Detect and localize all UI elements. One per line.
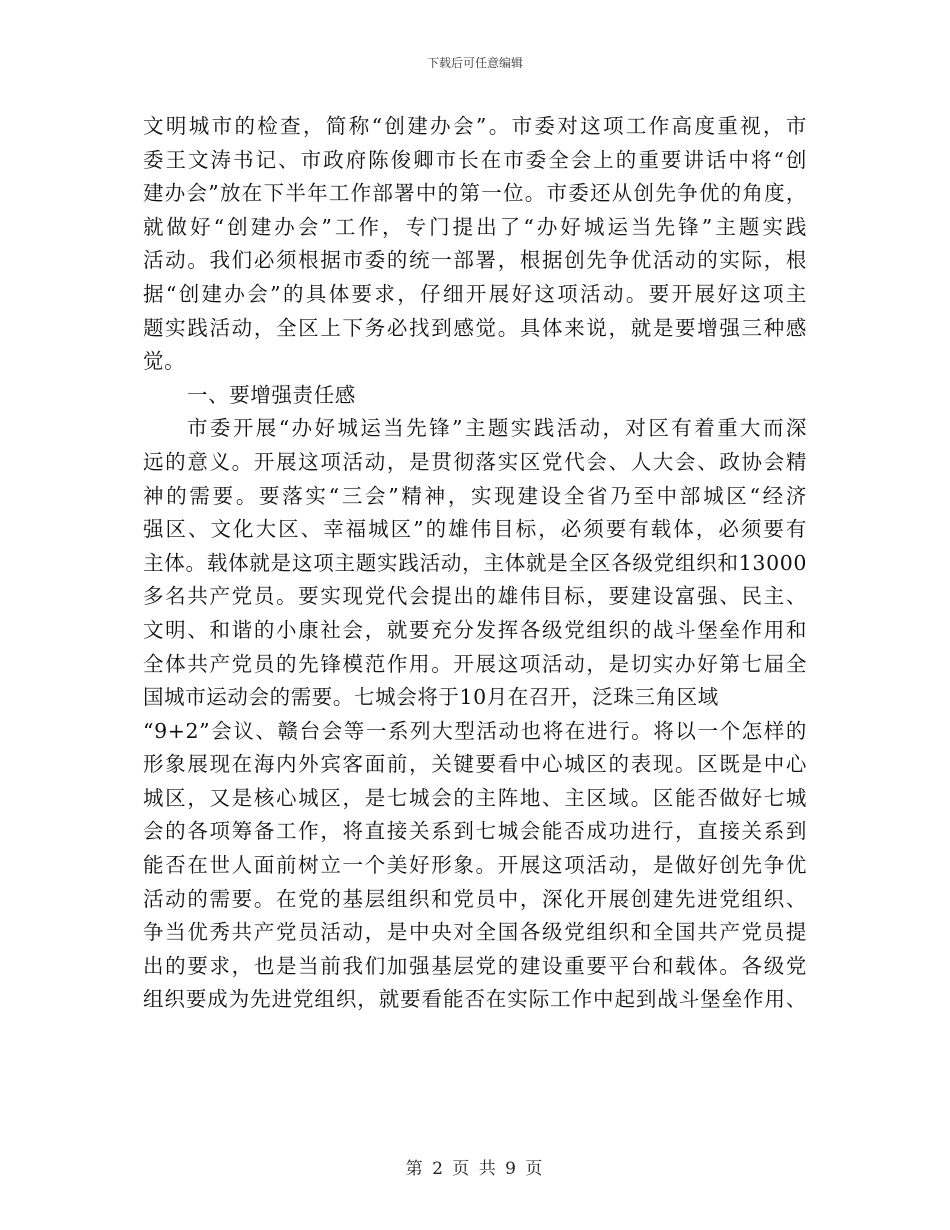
text-line: 活动。我们必须根据市委的统一部署，根据创先争优活动的实际，根 [143, 248, 807, 273]
text-line: 据“创建办会”的具体要求，仔细开展好这项活动。要开展好这项主 [143, 281, 807, 306]
page-header: 下载后可任意编辑 [426, 56, 523, 70]
text-line: 文明城市的检查，简称“创建办会”。市委对这项工作高度重视，市 [143, 114, 807, 138]
document-body [143, 110, 807, 1017]
text-line: 神的需要。要落实“三会”精神，实现建设全省乃至中部城区“经济 [143, 483, 807, 508]
text-line: 觉。 [143, 349, 186, 374]
text-line: 远的意义。开展这项活动，是贯彻落实区党代会、人大会、政协会精 [143, 449, 807, 474]
text-line: 全体共产党员的先锋模范作用。开展这项活动，是切实办好第七届全 [143, 651, 807, 676]
text-line: “9+2”会议、赣台会等一系列大型活动也将在进行。将以一个怎样的 [143, 718, 807, 743]
section-heading: 一、要增强责任感 [187, 382, 356, 407]
text-line: 组织要成为先进党组织，就要看能否在实际工作中起到战斗堡垒作用、 [143, 987, 807, 1012]
text-line: 会的各项筹备工作，将直接关系到七城会能否成功进行，直接关系到 [143, 819, 807, 844]
text-line: 出的要求，也是当前我们加强基层党的建设重要平台和载体。各级党 [143, 953, 807, 978]
text-line: 就做好“创建办会”工作，专门提出了“办好城运当先锋”主题实践 [143, 214, 807, 239]
text-line: 国城市运动会的需要。七城会将于10月在召开，泛珠三角区域 [143, 685, 719, 710]
text-line: 主体。载体就是这项主题实践活动，主体就是全区各级党组织和13000 [143, 550, 807, 575]
text-line: 市委开展“办好城运当先锋”主题实践活动，对区有着重大而深 [187, 416, 807, 441]
text-line: 能否在世人面前树立一个美好形象。开展这项活动，是做好创先争优 [143, 853, 807, 878]
text-line: 强区、文化大区、幸福城区”的雄伟目标，必须要有载体，必须要有 [143, 517, 807, 542]
text-line: 文明、和谐的小康社会，就要充分发挥各级党组织的战斗堡垒作用和 [143, 617, 807, 642]
text-line: 争当优秀共产党员活动，是中央对全国各级党组织和全国共产党员提 [143, 920, 807, 945]
text-line: 活动的需要。在党的基层组织和党员中，深化开展创建先进党组织、 [143, 886, 807, 911]
text-line: 多名共产党员。要实现党代会提出的雄伟目标，要建设富强、民主、 [143, 584, 807, 609]
text-line: 委王文涛书记、市政府陈俊卿市长在市委全会上的重要讲话中将“创 [143, 147, 807, 172]
text-line: 题实践活动，全区上下务必找到感觉。具体来说，就是要增强三种感 [143, 315, 807, 340]
text-line: 建办会”放在下半年工作部署中的第一位。市委还从创先争优的角度， [143, 181, 807, 206]
text-line: 城区，又是核心城区，是七城会的主阵地、主区域。区能否做好七城 [143, 785, 807, 810]
page-number-footer: 第 2 页 共 9 页 [405, 1159, 545, 1179]
text-line: 形象展现在海内外宾客面前，关键要看中心城区的表现。区既是中心 [143, 752, 807, 777]
